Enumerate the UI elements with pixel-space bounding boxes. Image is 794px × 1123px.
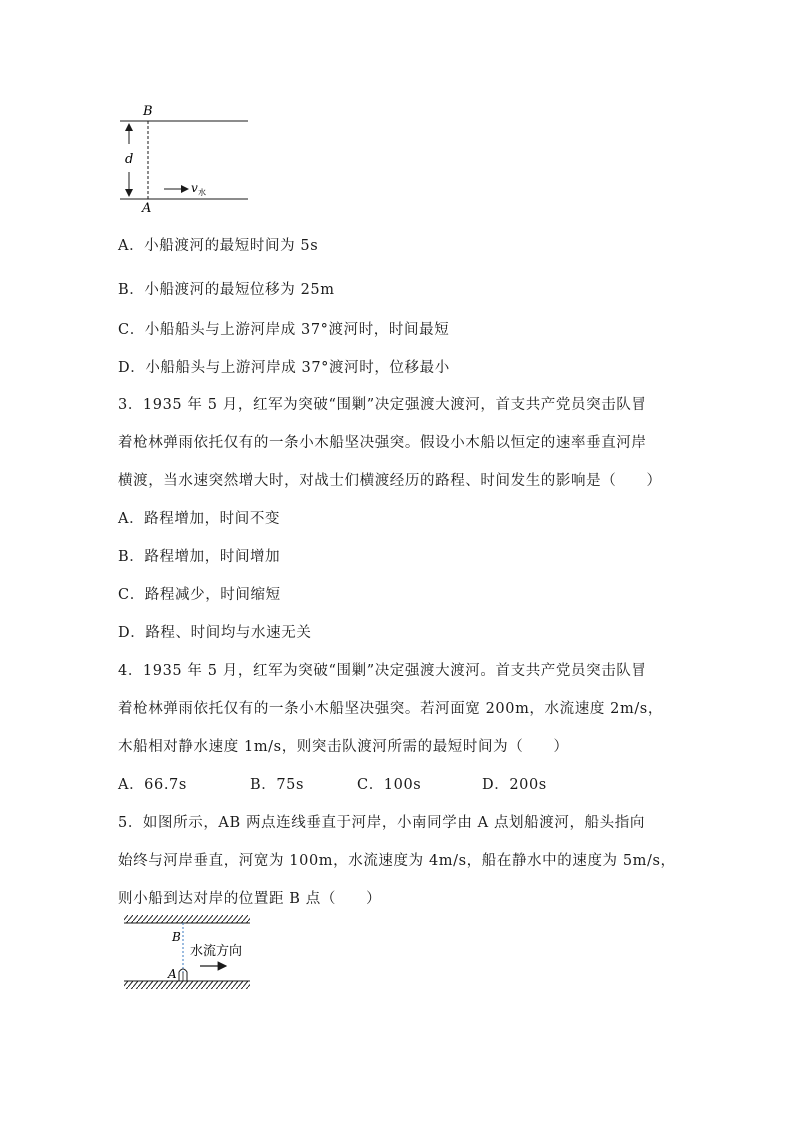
flow-direction-label: 水流方向 xyxy=(190,944,243,959)
q2-option-b: B．小船渡河的最短位移为 25m xyxy=(118,282,335,298)
q4-option-a: A．66.7s xyxy=(118,777,187,793)
q3-option-d: D．路程、时间均与水速无关 xyxy=(118,625,312,641)
q2-option-c: C．小船船头与上游河岸成 37°渡河时，时间最短 xyxy=(118,322,450,338)
q4-line-1: 4．1935 年 5 月，红军为突破“围剿”决定强渡大渡河。首支共产党员突击队冒 xyxy=(118,663,647,679)
label-d: d xyxy=(125,152,134,167)
label-v: v xyxy=(191,181,198,195)
top-bank-hatch xyxy=(124,915,250,923)
q3-option-c: C．路程减少，时间缩短 xyxy=(118,587,281,603)
river-diagram-2 xyxy=(118,915,258,995)
q4-option-b: B．75s xyxy=(250,777,305,793)
label-B: B xyxy=(172,930,181,944)
q4-line-2: 着枪林弹雨依托仅有的一条小木船坚决强突。若河面宽 200m，水流速度 2m/s， xyxy=(118,701,663,717)
label-A: A xyxy=(168,967,177,981)
q3-line-1: 3．1935 年 5 月，红军为突破“围剿”决定强渡大渡河，首支共产党员突击队冒 xyxy=(118,397,647,413)
q3-line-3: 横渡，当水速突然增大时，对战士们横渡经历的路程、时间发生的影响是（ ） xyxy=(118,473,662,489)
q5-line-2: 始终与河岸垂直，河宽为 100m，水流速度为 4m/s，船在静水中的速度为 5m/s， xyxy=(118,853,676,869)
q3-option-a: A．路程增加，时间不变 xyxy=(118,511,281,527)
label-B: B xyxy=(143,104,153,119)
label-v-sub: 水 xyxy=(198,188,206,197)
q4-option-d: D．200s xyxy=(482,777,547,793)
q4-line-3: 木船相对静水速度 1m/s，则突击队渡河所需的最短时间为（ ） xyxy=(118,739,569,755)
q2-option-a: A．小船渡河的最短时间为 5s xyxy=(118,238,319,254)
q4-option-c: C．100s xyxy=(357,777,422,793)
q3-line-2: 着枪林弹雨依托仅有的一条小木船坚决强突。假设小木船以恒定的速率垂直河岸 xyxy=(118,435,647,451)
q3-option-b: B．路程增加，时间增加 xyxy=(118,549,281,565)
q2-option-d: D．小船船头与上游河岸成 37°渡河时，位移最小 xyxy=(118,360,450,376)
q5-line-1: 5．如图所示，AB 两点连线垂直于河岸，小南同学由 A 点划船渡河，船头指向 xyxy=(118,815,645,831)
label-A: A xyxy=(142,201,152,216)
q5-line-3: 则小船到达对岸的位置距 B 点（ ） xyxy=(118,891,382,907)
river-diagram-1 xyxy=(110,98,260,218)
bottom-bank-hatch xyxy=(124,981,250,989)
